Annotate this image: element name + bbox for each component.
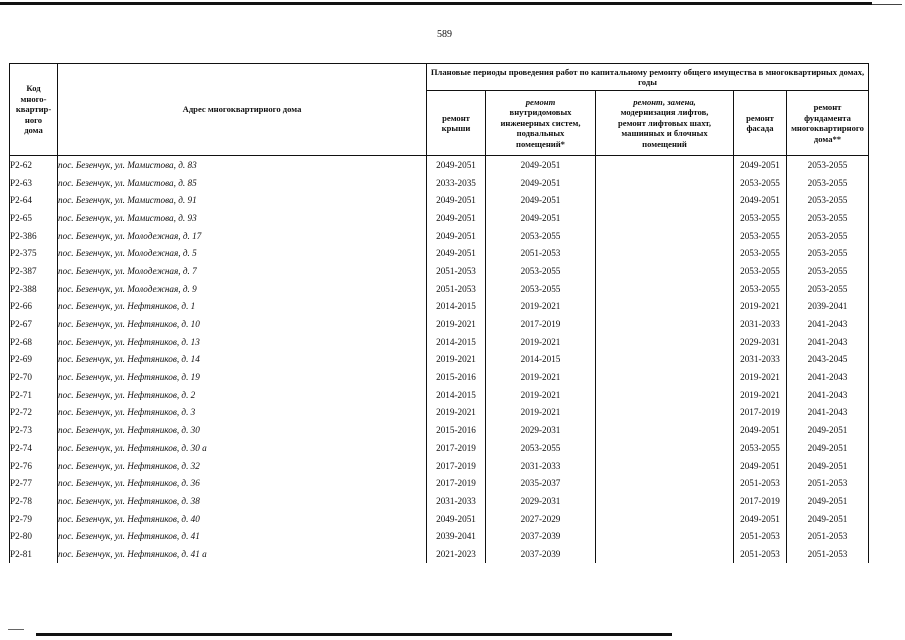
top-rule xyxy=(0,2,872,5)
utility-period-cell: 2017-2019 xyxy=(486,315,596,333)
utility-period-cell: 2037-2039 xyxy=(486,545,596,563)
lift-period-cell xyxy=(596,351,734,369)
lift-period-cell xyxy=(596,156,734,174)
lift-period-cell xyxy=(596,474,734,492)
lift-period-cell xyxy=(596,368,734,386)
code-cell: Р2-70 xyxy=(10,368,58,386)
code-cell: Р2-74 xyxy=(10,439,58,457)
roof-period-cell: 2014-2015 xyxy=(427,333,486,351)
facade-period-cell: 2019-2021 xyxy=(734,298,787,316)
roof-period-cell: 2017-2019 xyxy=(427,439,486,457)
roof-period-cell: 2049-2051 xyxy=(427,156,486,174)
lift-period-cell xyxy=(596,262,734,280)
header-foundation-line: дома** xyxy=(813,133,842,144)
code-cell: Р2-73 xyxy=(10,421,58,439)
code-cell: Р2-62 xyxy=(10,156,58,174)
table-row xyxy=(10,315,869,333)
address-cell: пос. Безенчук, ул. Нефтяников, д. 36 xyxy=(58,474,427,492)
foundation-period-cell: 2041-2043 xyxy=(787,386,869,404)
foundation-period-cell: 2053-2055 xyxy=(787,156,869,174)
code-cell: Р2-76 xyxy=(10,457,58,475)
facade-period-cell: 2031-2033 xyxy=(734,315,787,333)
facade-period-cell: 2053-2055 xyxy=(734,209,787,227)
table-row xyxy=(10,280,869,298)
roof-period-cell: 2019-2021 xyxy=(427,315,486,333)
header-utility-line: помещений* xyxy=(516,138,565,149)
header-utility-line: ремонт xyxy=(525,96,556,107)
facade-period-cell: 2049-2051 xyxy=(734,510,787,528)
address-cell: пос. Безенчук, ул. Нефтяников, д. 19 xyxy=(58,368,427,386)
header-foundation-line: фундамента xyxy=(804,112,851,123)
foundation-period-cell: 2053-2055 xyxy=(787,262,869,280)
facade-period-cell: 2029-2031 xyxy=(734,333,787,351)
code-cell: Р2-78 xyxy=(10,492,58,510)
table-row xyxy=(10,386,869,404)
table-row xyxy=(10,227,869,245)
utility-period-cell: 2053-2055 xyxy=(486,227,596,245)
table-row xyxy=(10,209,869,227)
code-cell: Р2-63 xyxy=(10,174,58,192)
header-foundation-line: ремонт xyxy=(813,102,842,112)
facade-period-cell: 2017-2019 xyxy=(734,492,787,510)
table-row xyxy=(10,545,869,563)
table-row xyxy=(10,351,869,369)
code-cell: Р2-375 xyxy=(10,244,58,262)
address-cell: пос. Безенчук, ул. Нефтяников, д. 40 xyxy=(58,510,427,528)
utility-period-cell: 2019-2021 xyxy=(486,386,596,404)
facade-period-cell: 2049-2051 xyxy=(734,457,787,475)
top-rule-tail xyxy=(872,4,902,5)
address-cell: пос. Безенчук, ул. Молодежная, д. 7 xyxy=(58,262,427,280)
foundation-period-cell: 2049-2051 xyxy=(787,439,869,457)
header-foundation xyxy=(787,91,869,156)
utility-period-cell: 2037-2039 xyxy=(486,527,596,545)
header-address: Адрес многоквартирного дома xyxy=(58,64,427,156)
facade-period-cell: 2051-2053 xyxy=(734,474,787,492)
lift-period-cell xyxy=(596,386,734,404)
address-cell: пос. Безенчук, ул. Нефтяников, д. 10 xyxy=(58,315,427,333)
lift-period-cell xyxy=(596,298,734,316)
facade-period-cell: 2017-2019 xyxy=(734,404,787,422)
table-row xyxy=(10,439,869,457)
foundation-period-cell: 2041-2043 xyxy=(787,368,869,386)
lift-period-cell xyxy=(596,439,734,457)
header-code xyxy=(10,64,58,156)
header-code-line: квартир- xyxy=(15,104,52,115)
header-facade-line: фасада xyxy=(746,123,774,133)
table-row xyxy=(10,404,869,422)
table-row xyxy=(10,421,869,439)
utility-period-cell: 2053-2055 xyxy=(486,262,596,280)
header-utility-systems xyxy=(486,91,596,156)
roof-period-cell: 2049-2051 xyxy=(427,510,486,528)
facade-period-cell: 2053-2055 xyxy=(734,262,787,280)
header-code-line: Код xyxy=(26,83,41,94)
foundation-period-cell: 2041-2043 xyxy=(787,404,869,422)
lift-period-cell xyxy=(596,510,734,528)
code-cell: Р2-67 xyxy=(10,315,58,333)
address-cell: пос. Безенчук, ул. Молодежная, д. 9 xyxy=(58,280,427,298)
address-cell: пос. Безенчук, ул. Нефтяников, д. 32 xyxy=(58,457,427,475)
bottom-rule xyxy=(36,633,672,636)
code-cell: Р2-79 xyxy=(10,510,58,528)
lift-period-cell xyxy=(596,457,734,475)
roof-period-cell: 2015-2016 xyxy=(427,368,486,386)
foundation-period-cell: 2053-2055 xyxy=(787,227,869,245)
lift-period-cell xyxy=(596,244,734,262)
facade-period-cell: 2053-2055 xyxy=(734,174,787,192)
utility-period-cell: 2053-2055 xyxy=(486,280,596,298)
utility-period-cell: 2049-2051 xyxy=(486,209,596,227)
address-cell: пос. Безенчук, ул. Нефтяников, д. 30 xyxy=(58,421,427,439)
code-cell: Р2-69 xyxy=(10,351,58,369)
utility-period-cell: 2019-2021 xyxy=(486,368,596,386)
address-cell: пос. Безенчук, ул. Мамистова, д. 93 xyxy=(58,209,427,227)
utility-period-cell: 2049-2051 xyxy=(486,156,596,174)
lift-period-cell xyxy=(596,315,734,333)
utility-period-cell: 2029-2031 xyxy=(486,492,596,510)
address-cell: пос. Безенчук, ул. Нефтяников, д. 38 xyxy=(58,492,427,510)
roof-period-cell: 2015-2016 xyxy=(427,421,486,439)
address-cell: пос. Безенчук, ул. Мамистова, д. 83 xyxy=(58,156,427,174)
lift-period-cell xyxy=(596,174,734,192)
page-number: 589 xyxy=(437,29,452,40)
code-cell: Р2-388 xyxy=(10,280,58,298)
header-lift-line: модернизация лифтов, xyxy=(620,107,709,118)
facade-period-cell: 2053-2055 xyxy=(734,280,787,298)
header-lift-line: ремонт лифтовых шахт, xyxy=(617,117,711,128)
address-cell: пос. Безенчук, ул. Нефтяников, д. 1 xyxy=(58,298,427,316)
roof-period-cell: 2021-2023 xyxy=(427,545,486,563)
header-lift-line: машинных и блочных xyxy=(621,128,708,139)
table-row xyxy=(10,527,869,545)
header-utility-line: подвальных xyxy=(516,128,565,139)
foundation-period-cell: 2053-2055 xyxy=(787,244,869,262)
foundation-period-cell: 2049-2051 xyxy=(787,457,869,475)
address-cell: пос. Безенчук, ул. Мамистова, д. 91 xyxy=(58,191,427,209)
table-row xyxy=(10,174,869,192)
foundation-period-cell: 2041-2043 xyxy=(787,333,869,351)
facade-period-cell: 2049-2051 xyxy=(734,191,787,209)
utility-period-cell: 2027-2029 xyxy=(486,510,596,528)
utility-period-cell: 2019-2021 xyxy=(486,333,596,351)
table-body xyxy=(10,156,869,563)
foundation-period-cell: 2049-2051 xyxy=(787,510,869,528)
code-cell: Р2-77 xyxy=(10,474,58,492)
facade-period-cell: 2051-2053 xyxy=(734,545,787,563)
utility-period-cell: 2019-2021 xyxy=(486,404,596,422)
code-cell: Р2-81 xyxy=(10,545,58,563)
foundation-period-cell: 2053-2055 xyxy=(787,280,869,298)
roof-period-cell: 2019-2021 xyxy=(427,404,486,422)
roof-period-cell: 2049-2051 xyxy=(427,209,486,227)
foundation-period-cell: 2043-2045 xyxy=(787,351,869,369)
header-code-line: дома xyxy=(24,125,43,136)
address-cell: пос. Безенчук, ул. Молодежная, д. 17 xyxy=(58,227,427,245)
roof-period-cell: 2033-2035 xyxy=(427,174,486,192)
foundation-period-cell: 2053-2055 xyxy=(787,174,869,192)
address-cell: пос. Безенчук, ул. Нефтяников, д. 3 xyxy=(58,404,427,422)
lift-period-cell xyxy=(596,209,734,227)
address-cell: пос. Безенчук, ул. Нефтяников, д. 41 а xyxy=(58,545,427,563)
table-row xyxy=(10,368,869,386)
lift-period-cell xyxy=(596,227,734,245)
utility-period-cell: 2035-2037 xyxy=(486,474,596,492)
roof-period-cell: 2017-2019 xyxy=(427,474,486,492)
header-planned-periods: Плановые периоды проведения работ по капитальному ремонту общего имущества в многоквартирных домах, годы xyxy=(427,64,869,91)
lift-period-cell xyxy=(596,421,734,439)
lift-period-cell xyxy=(596,492,734,510)
header-roof-line: крыши xyxy=(441,123,471,133)
foundation-period-cell: 2053-2055 xyxy=(787,209,869,227)
header-roof xyxy=(427,91,486,156)
roof-period-cell: 2014-2015 xyxy=(427,298,486,316)
roof-period-cell: 2019-2021 xyxy=(427,351,486,369)
foundation-period-cell: 2051-2053 xyxy=(787,474,869,492)
address-cell: пос. Безенчук, ул. Нефтяников, д. 2 xyxy=(58,386,427,404)
address-cell: пос. Безенчук, ул. Нефтяников, д. 14 xyxy=(58,351,427,369)
table-row xyxy=(10,333,869,351)
code-cell: Р2-66 xyxy=(10,298,58,316)
foundation-period-cell: 2039-2041 xyxy=(787,298,869,316)
utility-period-cell: 2049-2051 xyxy=(486,191,596,209)
header-code-line: ного xyxy=(24,114,43,125)
foundation-period-cell: 2051-2053 xyxy=(787,545,869,563)
lift-period-cell xyxy=(596,404,734,422)
address-cell: пос. Безенчук, ул. Нефтяников, д. 30 а xyxy=(58,439,427,457)
table-row xyxy=(10,510,869,528)
table-row xyxy=(10,474,869,492)
foundation-period-cell: 2049-2051 xyxy=(787,421,869,439)
roof-period-cell: 2039-2041 xyxy=(427,527,486,545)
roof-period-cell: 2051-2053 xyxy=(427,280,486,298)
facade-period-cell: 2053-2055 xyxy=(734,244,787,262)
header-roof-line: ремонт xyxy=(442,112,470,123)
header-code-line: много- xyxy=(20,93,47,104)
lift-period-cell xyxy=(596,333,734,351)
foundation-period-cell: 2051-2053 xyxy=(787,527,869,545)
foundation-period-cell: 2053-2055 xyxy=(787,191,869,209)
header-facade xyxy=(734,91,787,156)
facade-period-cell: 2019-2021 xyxy=(734,368,787,386)
code-cell: Р2-71 xyxy=(10,386,58,404)
address-cell: пос. Безенчук, ул. Мамистова, д. 85 xyxy=(58,174,427,192)
code-cell: Р2-80 xyxy=(10,527,58,545)
lift-period-cell xyxy=(596,280,734,298)
utility-period-cell: 2029-2031 xyxy=(486,421,596,439)
facade-period-cell: 2031-2033 xyxy=(734,351,787,369)
facade-period-cell: 2051-2053 xyxy=(734,527,787,545)
facade-period-cell: 2053-2055 xyxy=(734,439,787,457)
capital-repair-schedule-table xyxy=(9,63,869,563)
header-lift-line: помещений xyxy=(642,138,687,149)
table-header xyxy=(10,64,869,156)
table-row xyxy=(10,492,869,510)
code-cell: Р2-68 xyxy=(10,333,58,351)
utility-period-cell: 2019-2021 xyxy=(486,298,596,316)
address-cell: пос. Безенчук, ул. Нефтяников, д. 13 xyxy=(58,333,427,351)
utility-period-cell: 2053-2055 xyxy=(486,439,596,457)
address-cell: пос. Безенчук, ул. Молодежная, д. 5 xyxy=(58,244,427,262)
utility-period-cell: 2031-2033 xyxy=(486,457,596,475)
header-lifts xyxy=(596,91,734,156)
utility-period-cell: 2014-2015 xyxy=(486,351,596,369)
code-cell: Р2-72 xyxy=(10,404,58,422)
header-utility-line: инженерных систем, xyxy=(500,117,581,128)
utility-period-cell: 2051-2053 xyxy=(486,244,596,262)
facade-period-cell: 2049-2051 xyxy=(734,156,787,174)
code-cell: Р2-65 xyxy=(10,209,58,227)
table-row xyxy=(10,298,869,316)
roof-period-cell: 2049-2051 xyxy=(427,227,486,245)
header-foundation-line: многоквартирного xyxy=(791,123,864,133)
facade-period-cell: 2049-2051 xyxy=(734,421,787,439)
roof-period-cell: 2051-2053 xyxy=(427,262,486,280)
roof-period-cell: 2014-2015 xyxy=(427,386,486,404)
table-row xyxy=(10,262,869,280)
roof-period-cell: 2031-2033 xyxy=(427,492,486,510)
facade-period-cell: 2019-2021 xyxy=(734,386,787,404)
roof-period-cell: 2017-2019 xyxy=(427,457,486,475)
lift-period-cell xyxy=(596,545,734,563)
roof-period-cell: 2049-2051 xyxy=(427,244,486,262)
table-row xyxy=(10,244,869,262)
lift-period-cell xyxy=(596,191,734,209)
code-cell: Р2-387 xyxy=(10,262,58,280)
lift-period-cell xyxy=(596,527,734,545)
header-lift-line: ремонт, замена, xyxy=(633,96,696,107)
table-row xyxy=(10,156,869,174)
table-row xyxy=(10,457,869,475)
table-row xyxy=(10,191,869,209)
header-utility-line: внутридомовых xyxy=(509,107,572,118)
code-cell: Р2-386 xyxy=(10,227,58,245)
header-facade-line: ремонт xyxy=(746,112,774,123)
code-cell: Р2-64 xyxy=(10,191,58,209)
foundation-period-cell: 2049-2051 xyxy=(787,492,869,510)
foundation-period-cell: 2041-2043 xyxy=(787,315,869,333)
bottom-mark xyxy=(8,629,24,630)
facade-period-cell: 2053-2055 xyxy=(734,227,787,245)
utility-period-cell: 2049-2051 xyxy=(486,174,596,192)
roof-period-cell: 2049-2051 xyxy=(427,191,486,209)
address-cell: пос. Безенчук, ул. Нефтяников, д. 41 xyxy=(58,527,427,545)
